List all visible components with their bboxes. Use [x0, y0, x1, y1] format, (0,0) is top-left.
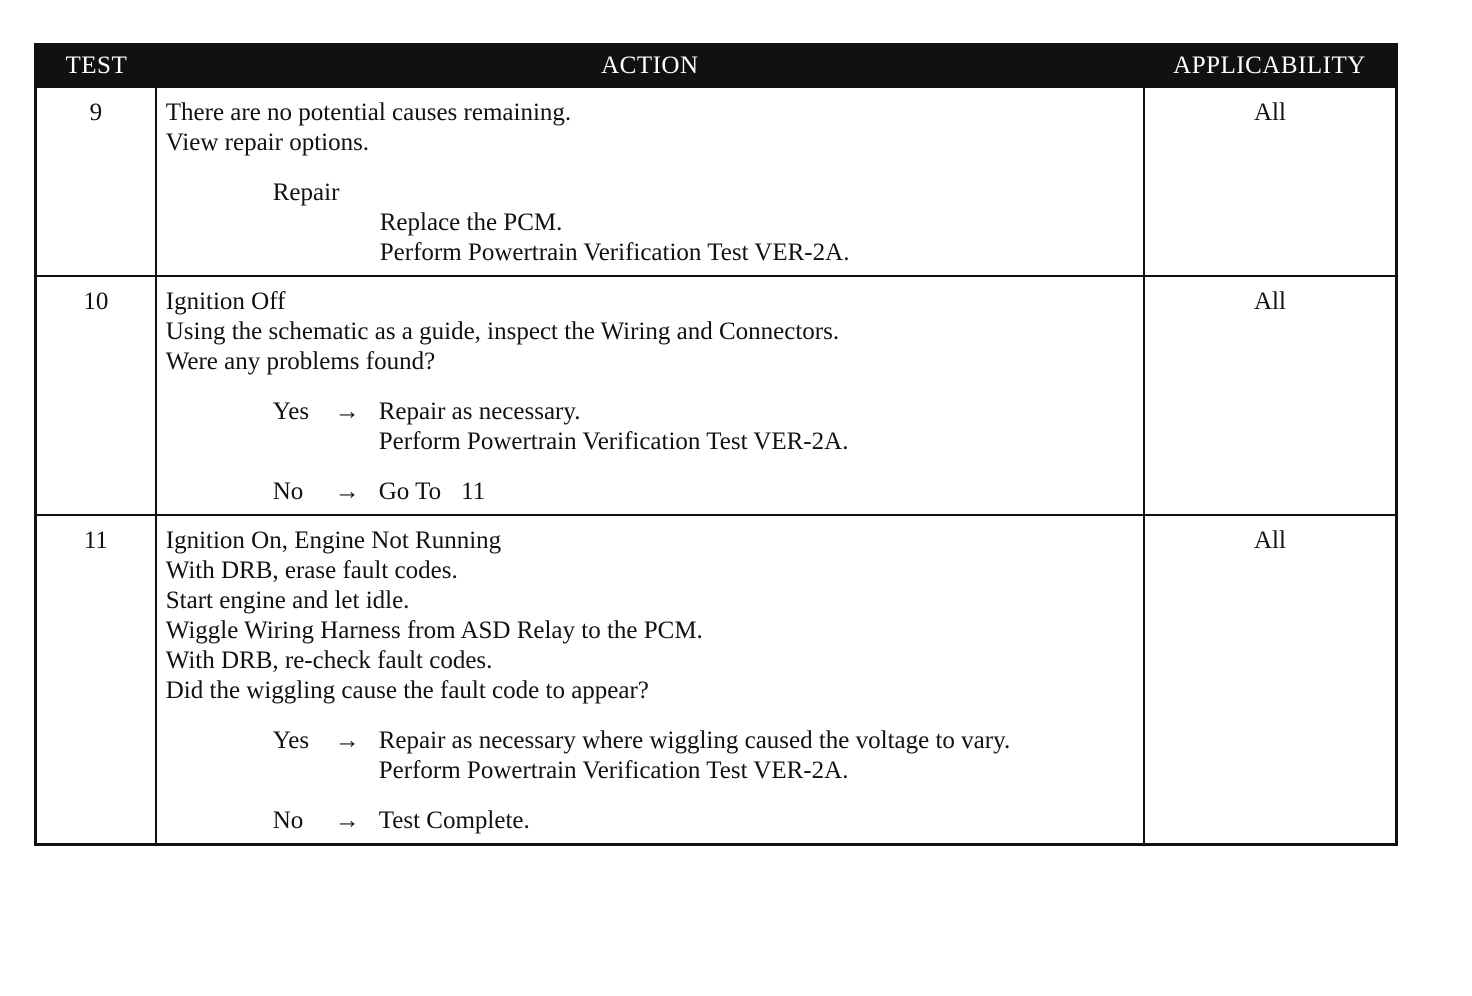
goto-line: [379, 477, 485, 507]
action-line: Wiggle Wiring Harness from ASD Relay to the PCM.: [165, 617, 703, 644]
right-arrow-icon: →: [334, 727, 360, 754]
repair-label: Repair: [272, 179, 340, 206]
result-line: Repair as necessary.: [378, 398, 581, 425]
goto-text: Go To: [378, 478, 442, 505]
result-line: Repair as necessary where wiggling caused the voltage to vary.: [378, 727, 1011, 754]
applicability-value: All: [1144, 515, 1397, 845]
repair-step: Replace the PCM.: [379, 209, 563, 236]
test-number: 9: [36, 87, 156, 276]
action-cell: [156, 276, 1144, 515]
repair-step: Perform Powertrain Verification Test VER-2A.: [379, 239, 850, 266]
goto-target: 11: [461, 478, 486, 505]
repair-block: [166, 178, 1133, 268]
diagnostic-test-table: [34, 43, 1398, 846]
header-action: ACTION: [156, 45, 1144, 88]
result-line: Test Complete.: [378, 807, 530, 834]
action-line: Were any problems found?: [165, 348, 436, 375]
yes-outcome: [166, 397, 1133, 457]
yes-outcome: [166, 726, 1133, 786]
applicability-value: All: [1144, 276, 1397, 515]
header-test: TEST: [36, 45, 156, 88]
result-line: Perform Powertrain Verification Test VER-2A.: [378, 757, 849, 784]
table-header-row: [36, 45, 1397, 88]
yes-label: Yes: [272, 398, 310, 425]
applicability-value: All: [1144, 87, 1397, 276]
action-line: Ignition Off: [165, 288, 286, 315]
action-line: Using the schematic as a guide, inspect the Wiring and Connectors.: [165, 318, 840, 345]
action-line: There are no potential causes remaining.: [165, 99, 572, 126]
action-line: View repair options.: [165, 129, 370, 156]
header-applicability: APPLICABILITY: [1144, 45, 1397, 88]
no-result: [379, 806, 530, 836]
no-outcome: [166, 806, 1133, 836]
action-line: With DRB, re-check fault codes.: [165, 647, 493, 674]
table-row-test-11: [36, 515, 1397, 845]
result-line: Perform Powertrain Verification Test VER-2A.: [378, 428, 849, 455]
table-row-test-10: [36, 276, 1397, 515]
no-result: [379, 477, 485, 507]
test-number: 11: [36, 515, 156, 845]
action-line: Did the wiggling cause the fault code to appear?: [165, 677, 649, 704]
action-line: Start engine and let idle.: [165, 587, 410, 614]
action-line: Ignition On, Engine Not Running: [165, 527, 502, 554]
action-cell: [156, 515, 1144, 845]
yes-result: [379, 726, 1010, 786]
yes-label: Yes: [272, 727, 310, 754]
right-arrow-icon: →: [334, 478, 360, 505]
no-label: No: [272, 478, 304, 505]
action-line: With DRB, erase fault codes.: [165, 557, 458, 584]
action-cell: [156, 87, 1144, 276]
yes-result: [379, 397, 849, 457]
right-arrow-icon: →: [334, 398, 360, 425]
no-outcome: [166, 477, 1133, 507]
right-arrow-icon: →: [334, 807, 360, 834]
table-row-test-9: [36, 87, 1397, 276]
no-label: No: [272, 807, 304, 834]
test-number: 10: [36, 276, 156, 515]
